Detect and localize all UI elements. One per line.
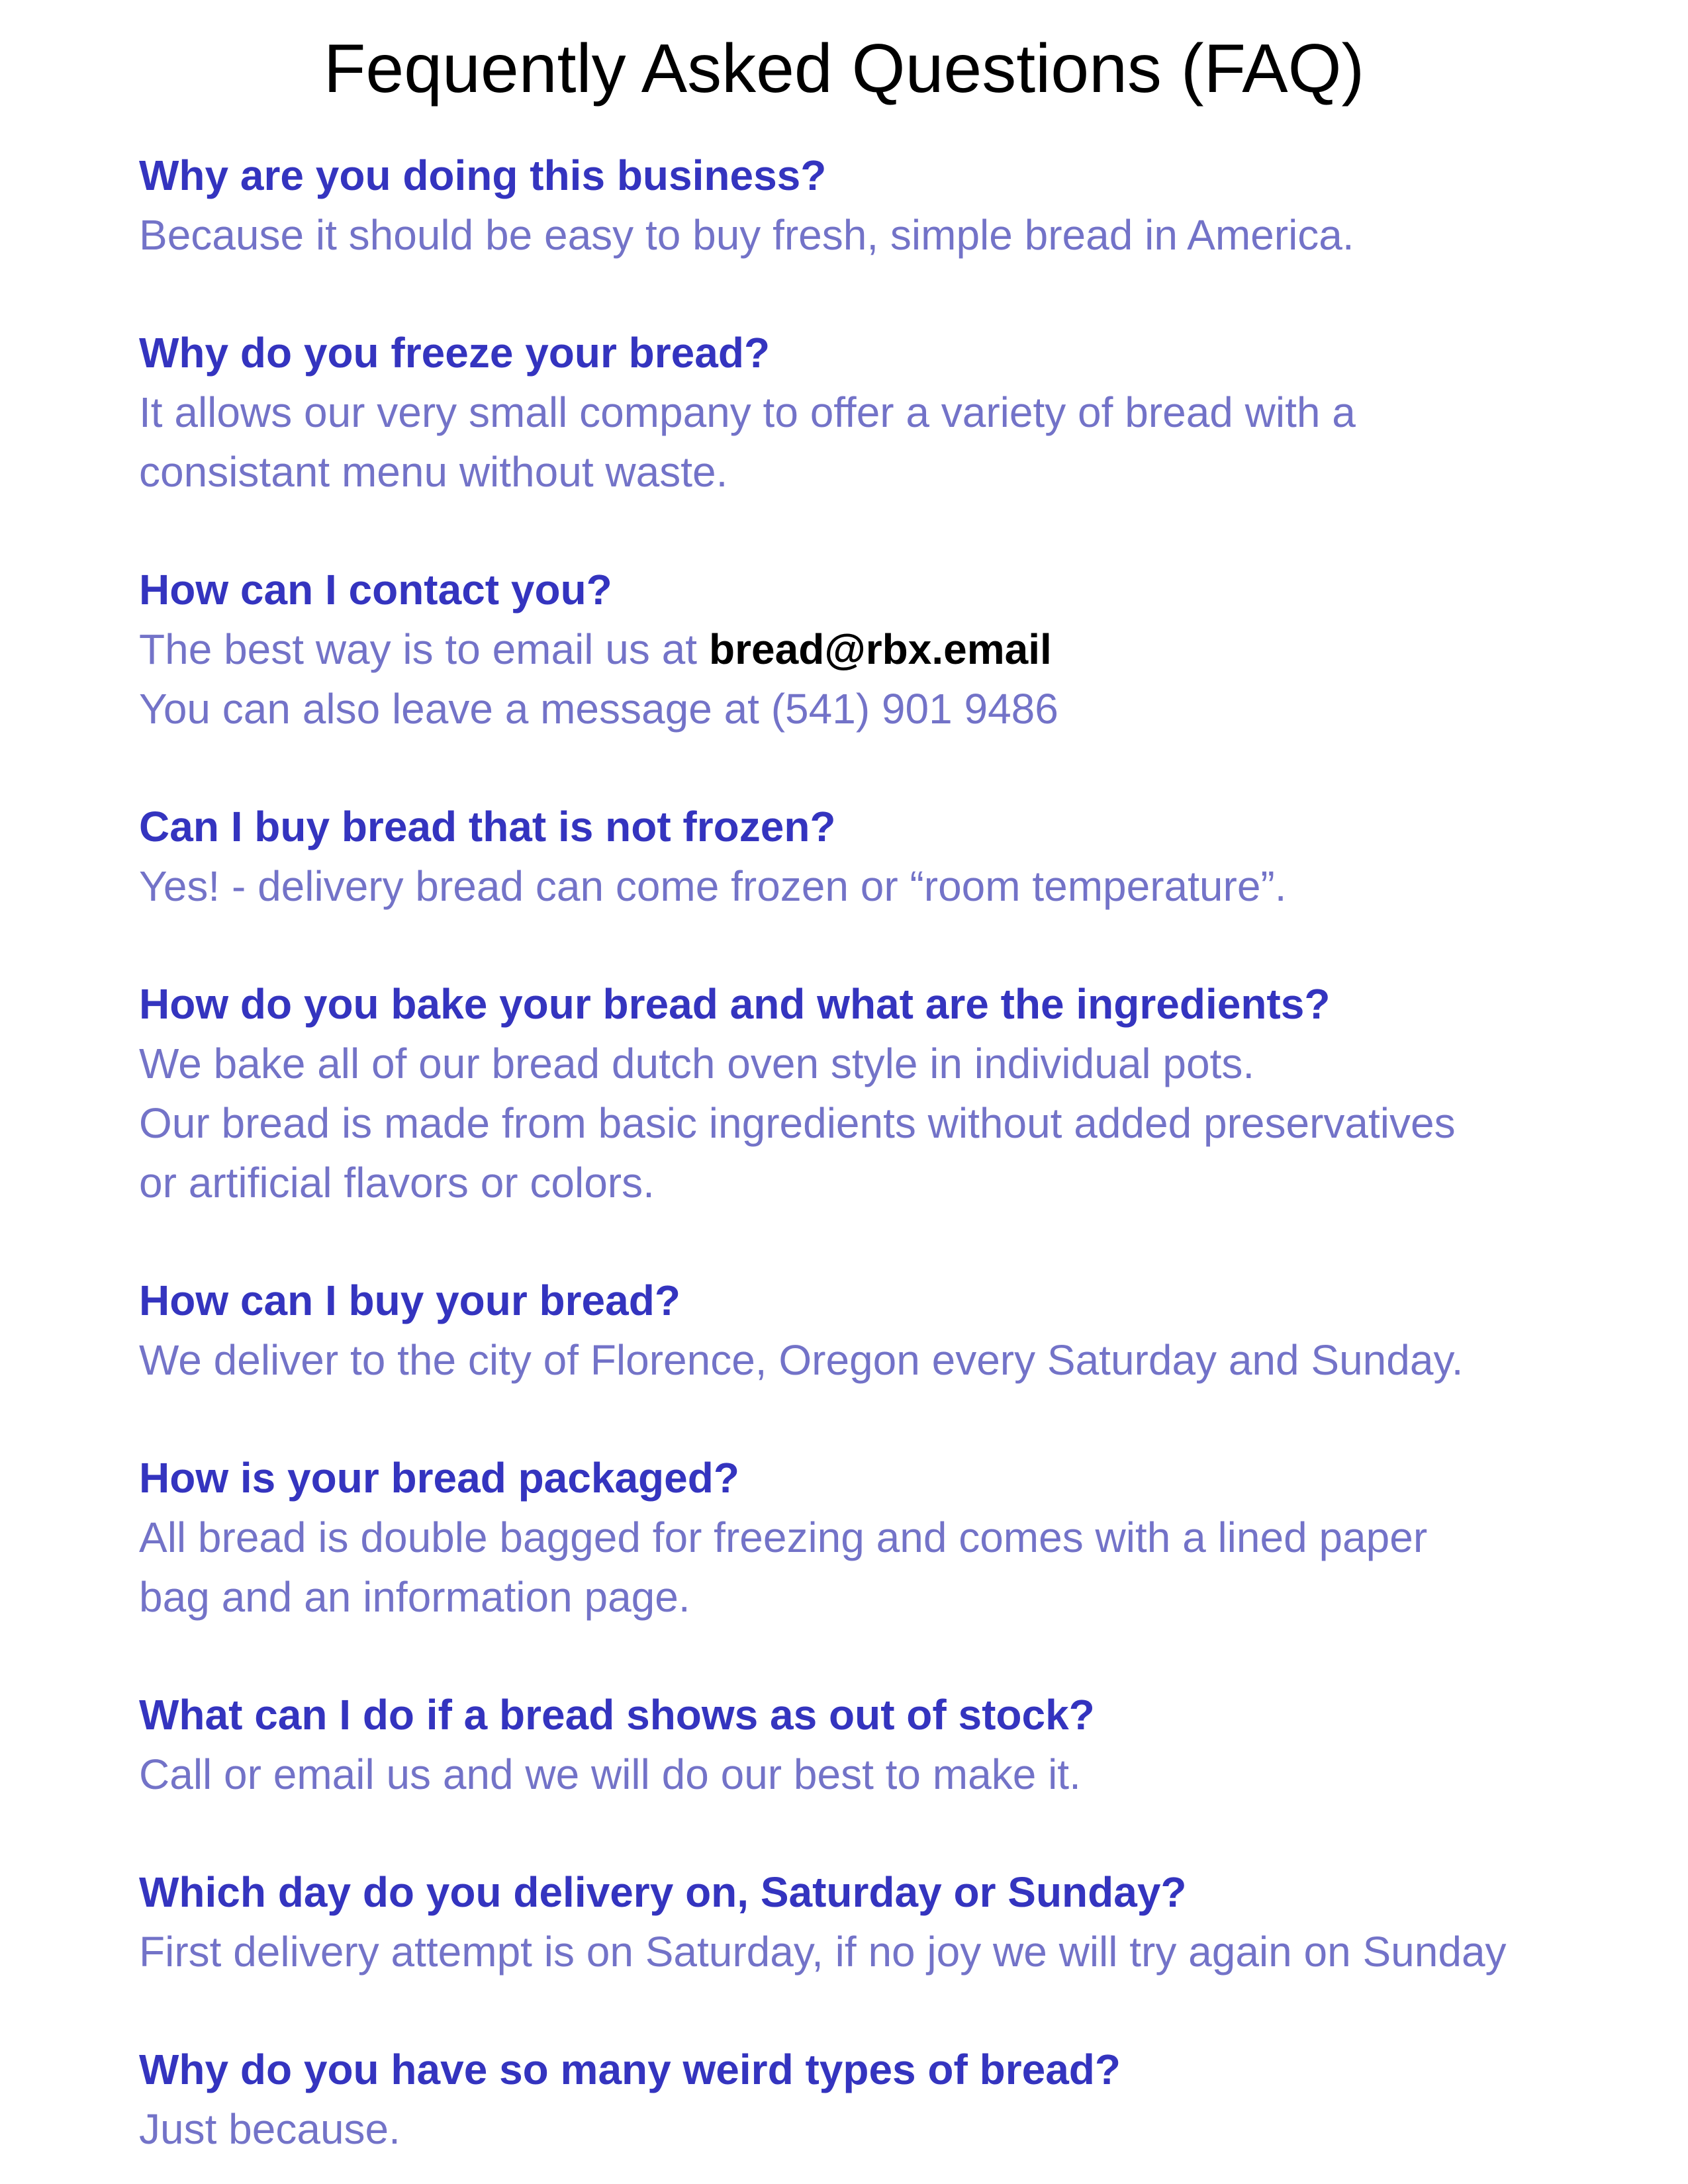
- faq-question: Why do you have so many weird types of bread?: [139, 2046, 1121, 2093]
- faq-item-weird-types: [139, 2040, 1628, 2159]
- faq-question: What can I do if a bread shows as out of stock?: [139, 1691, 1095, 1739]
- faq-answer: We deliver to the city of Florence, Oregon every Saturday and Sunday.: [139, 1336, 1464, 1384]
- faq-item-contact: [139, 560, 1628, 739]
- faq-question: Why do you freeze your bread?: [139, 329, 771, 377]
- faq-question: Why are you doing this business?: [139, 152, 827, 199]
- faq-answer: You can also leave a message at (541) 901 9486: [139, 685, 1058, 733]
- contact-email-link[interactable]: bread@rbx.email: [709, 625, 1052, 673]
- faq-item-bake-ingredients: [139, 974, 1628, 1212]
- faq-answer: All bread is double bagged for freezing and comes with a lined paper: [139, 1514, 1428, 1561]
- faq-item-not-frozen: [139, 797, 1628, 916]
- faq-answer-prefix: The best way is to email us at: [139, 625, 698, 673]
- faq-item-out-of-stock: [139, 1685, 1628, 1804]
- faq-answer: Our bread is made from basic ingredients without added preservatives: [139, 1099, 1456, 1147]
- faq-answer: consistant menu without waste.: [139, 448, 728, 496]
- faq-answer: or artificial flavors or colors.: [139, 1159, 655, 1206]
- faq-answer: Because it should be easy to buy fresh, simple bread in America.: [139, 211, 1354, 259]
- faq-answer: We bake all of our bread dutch oven style in individual pots.: [139, 1040, 1255, 1087]
- faq-answer: [139, 619, 1628, 679]
- faq-answer: Call or email us and we will do our best to make it.: [139, 1751, 1081, 1798]
- faq-question: How do you bake your bread and what are the ingredients?: [139, 980, 1331, 1028]
- faq-question: Can I buy bread that is not frozen?: [139, 803, 836, 850]
- faq-item-how-buy: [139, 1271, 1628, 1390]
- faq-question: How is your bread packaged?: [139, 1454, 739, 1502]
- faq-item-delivery-day: [139, 1862, 1628, 1981]
- faq-question: How can I contact you?: [139, 566, 612, 614]
- faq-question: Which day do you delivery on, Saturday or Sunday?: [139, 1868, 1187, 1916]
- page-title: Fequently Asked Questions (FAQ): [323, 30, 1365, 107]
- faq-answer: First delivery attempt is on Saturday, if no joy we will try again on Sunday: [139, 1928, 1507, 1976]
- faq-question: How can I buy your bread?: [139, 1277, 680, 1324]
- faq-answer: bag and an information page.: [139, 1573, 690, 1621]
- faq-item-why-business: [139, 146, 1628, 265]
- faq-item-packaging: [139, 1448, 1628, 1627]
- faq-answer: Just because.: [139, 2105, 400, 2153]
- faq-answer: It allows our very small company to offer a variety of bread with a: [139, 388, 1356, 436]
- faq-item-why-freeze: [139, 323, 1628, 502]
- faq-answer: Yes! - delivery bread can come frozen or “room temperature”.: [139, 862, 1287, 910]
